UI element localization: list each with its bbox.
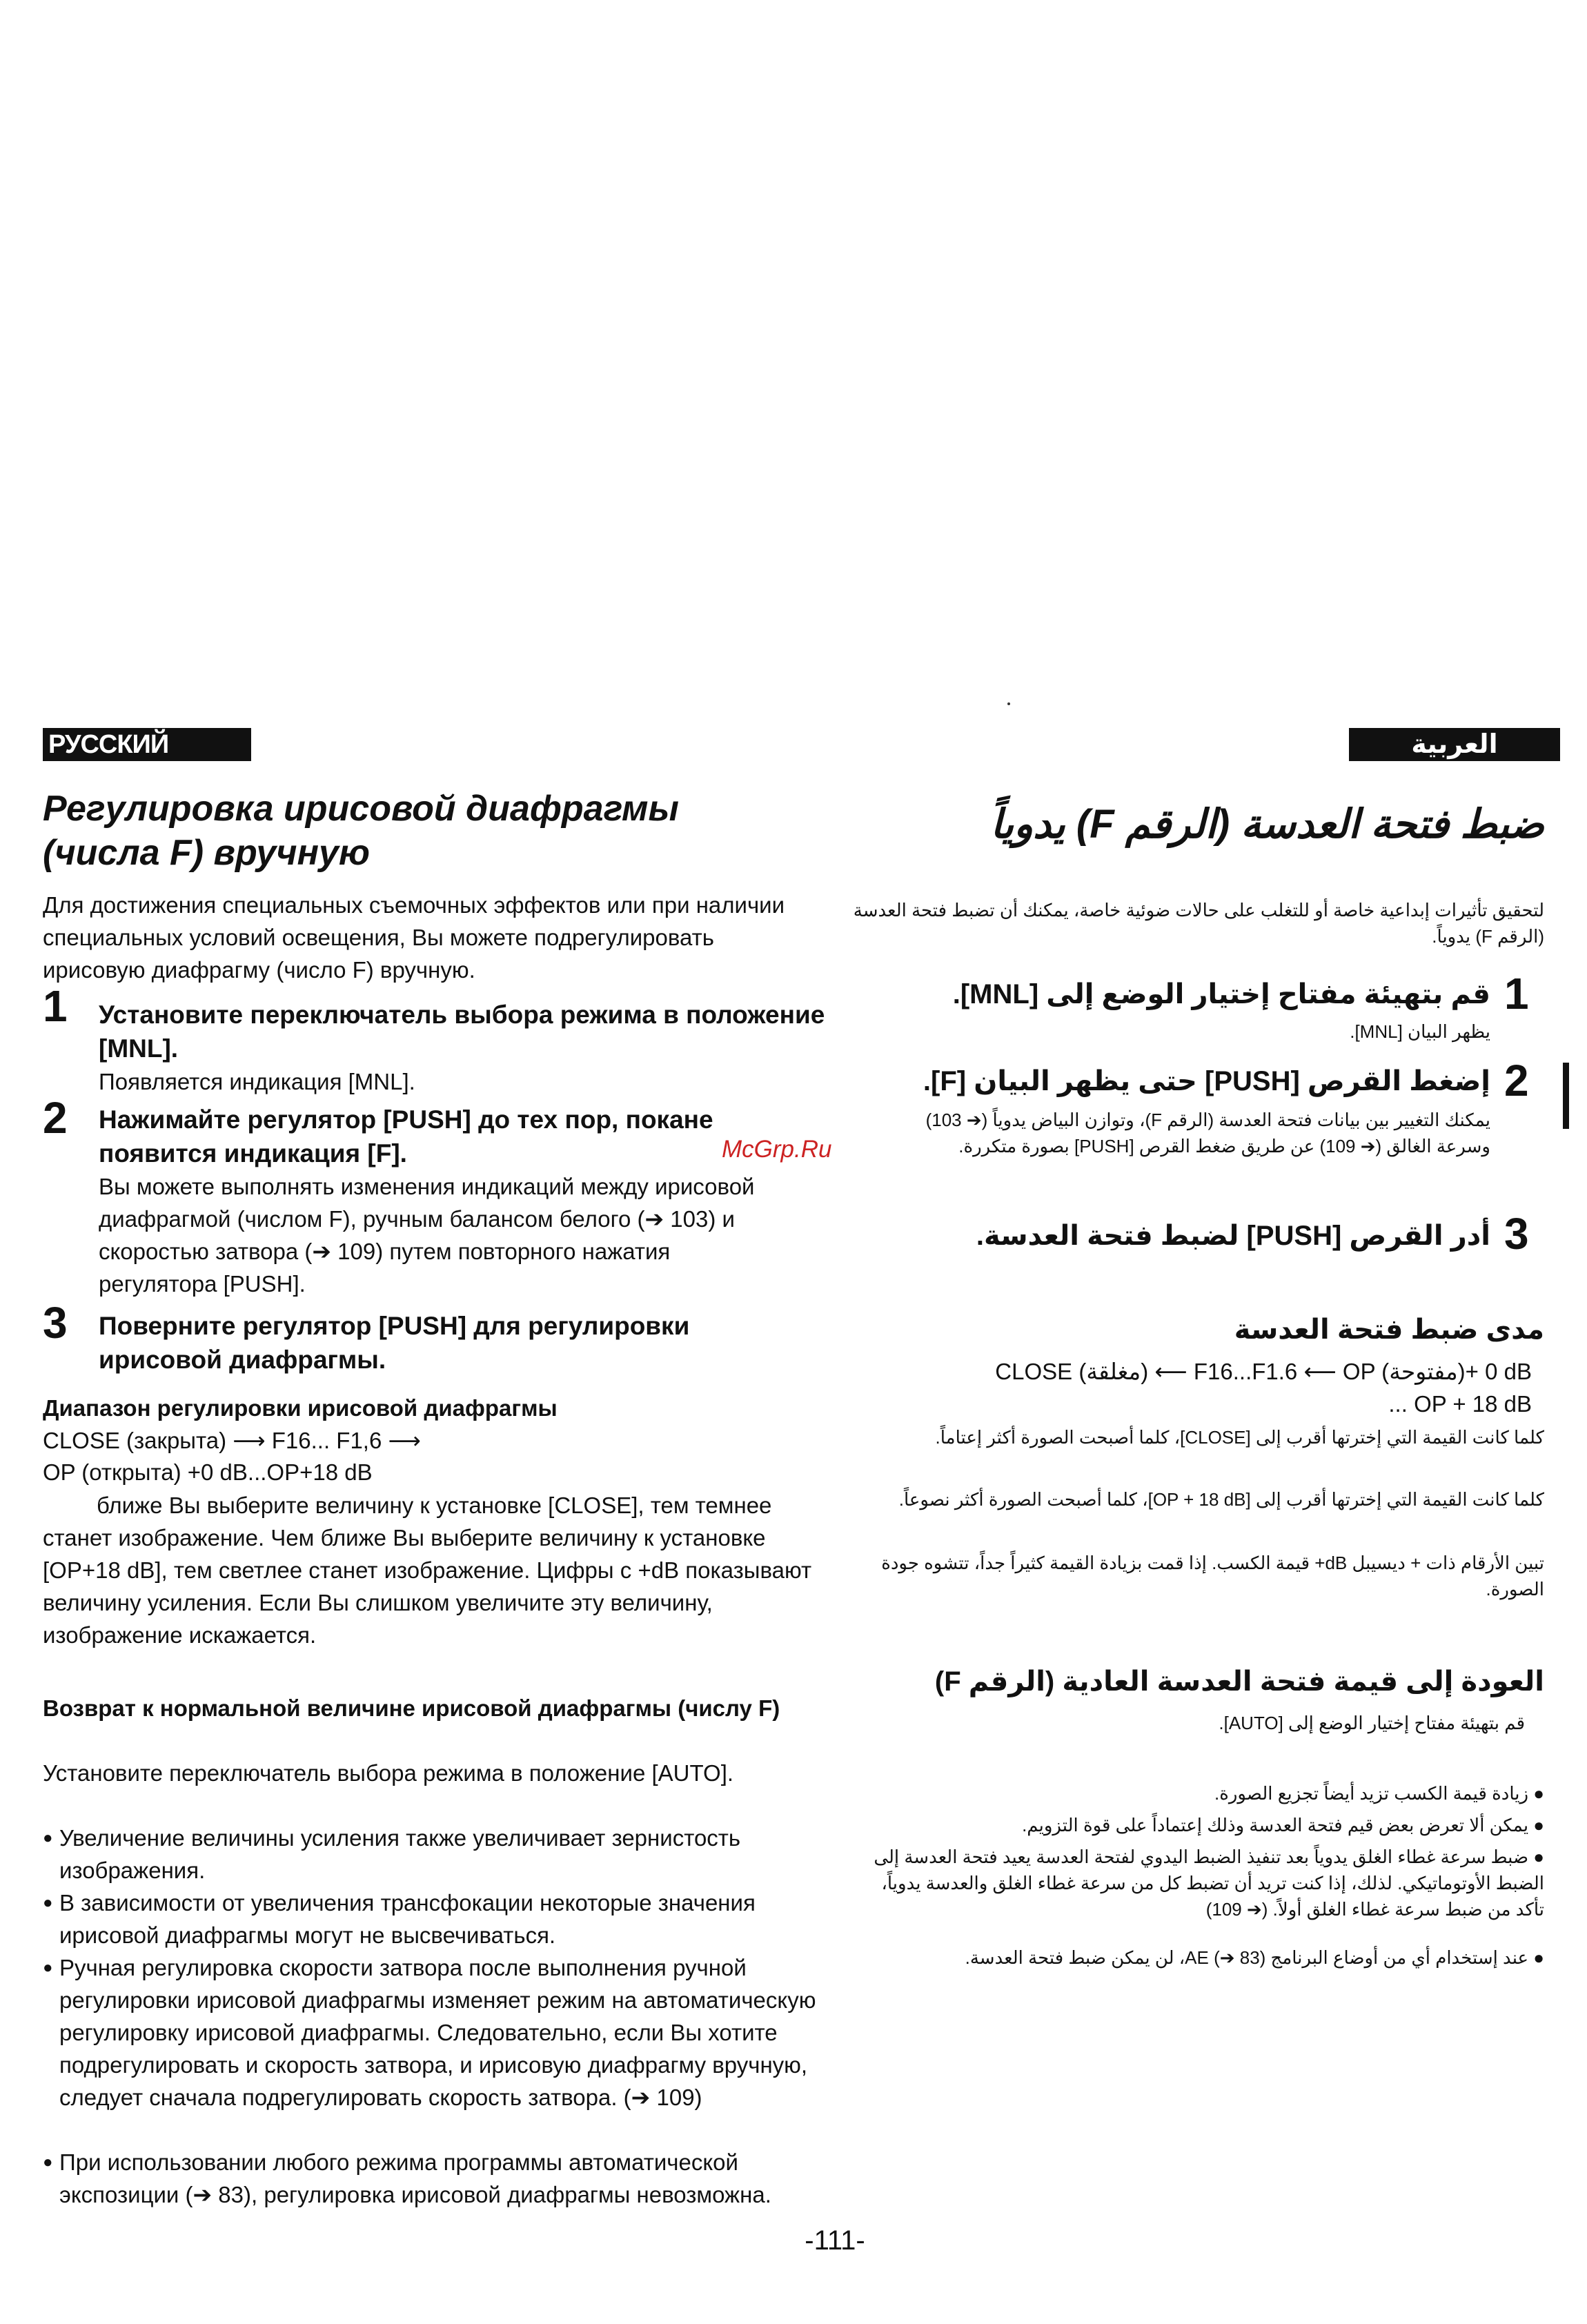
- language-badge-russian: РУССКИЙ ЯЗЫК: [43, 728, 251, 761]
- step-note-arabic: يمكنك التغيير بين بيانات فتحة العدسة (الرقم F)، وتوازن البياض يدوياً (➔ 103) وسرعة الغالق (➔ 109) عن طريق ضغط القرص [PUSH] بصورة متكررة.: [925, 1110, 1490, 1156]
- note-bullet: ● Ручная регулировка скорости затвора после выполнения ручной регулировки ирисовой диафрагмы изменяет режим на автоматическую регулировку ирисовой диафрагмы. Следовательно, если Вы хотите подрегулировать и скорость затвора, и ирисовую диафрагму вручную, следует сначала подрегулировать скорость затвора. (➔ 109): [43, 1951, 832, 2114]
- page-title-russian: [43, 787, 802, 875]
- return-text: Установите переключатель выбора режима в положение [AUTO].: [43, 1760, 734, 1786]
- title-line-1: Регулировка ирисовой диафрагмы: [43, 789, 679, 829]
- step-title-arabic: قم بتهيئة مفتاح إختيار الوضع إلى [MNL].: [952, 979, 1490, 1010]
- step-number: 1: [1504, 969, 1529, 1018]
- return-text-arabic: قم بتهيئة مفتاح إختيار الوضع إلى [AUTO].: [1219, 1713, 1525, 1733]
- step-title: Нажимайте регулятор [PUSH] до тех пор, покане появится индикация [F].: [99, 1105, 713, 1168]
- range-heading: Диапазон регулировки ирисовой диафрагмы: [43, 1395, 558, 1421]
- note-bullet: ● При использовании любого режима программы автоматической экспозиции (➔ 83), регулировка ирисовой диафрагмы невозможна.: [43, 2146, 832, 2211]
- page-title-arabic: ضبط فتحة العدسة (الرقم F) يدوياً: [990, 802, 1544, 847]
- return-heading: Возврат к нормальной величине ирисовой диафрагмы (числу F): [43, 1695, 780, 1721]
- range-line-2: OP (открыта) +0 dB...OP+18 dB: [43, 1459, 373, 1485]
- step-title-arabic: إضغط القرص [PUSH] حتى يظهر البيان [F].: [923, 1066, 1490, 1096]
- return-heading-arabic: العودة إلى قيمة فتحة العدسة العادية (الرقم F): [934, 1666, 1544, 1697]
- step-note-arabic: يظهر البيان [MNL].: [1350, 1021, 1490, 1042]
- range-note-arabic: كلما كانت القيمة التي إخترتها أقرب إلى [CLOSE]، كلما أصبحت الصورة أكثر إعتاماً.: [935, 1427, 1544, 1448]
- step-number: 2: [43, 1093, 68, 1143]
- title-line-2: (числа F) вручную: [43, 833, 370, 873]
- step-title: Установите переключатель выбора режима в положение [MNL].: [99, 1001, 825, 1063]
- range-note-arabic: تبين الأرقام ذات + ديسيبل dB+ قيمة الكسب. إذا قمت بزيادة القيمة كثيراً جداً، تتشوه جودة الصورة.: [881, 1553, 1544, 1599]
- note-bullet: ● Увеличение величины усиления также увеличивает зернистость изображения.: [43, 1822, 832, 1887]
- range-line-2-arabic: ... OP + 18 dB: [1388, 1391, 1532, 1417]
- language-badge-arabic: العربية: [1349, 728, 1560, 761]
- step-number: 1: [43, 981, 68, 1031]
- step-title-arabic: أدر القرص [PUSH] لضبط فتحة العدسة.: [976, 1221, 1490, 1251]
- page-edge-marker: [1563, 1063, 1569, 1129]
- range-description: ближе Вы выберите величину к установке [CLOSE], тем темнее станет изображение. Чем ближе Вы выберите величину к установке [OP+18 dB], тем светлее станет изображение. Цифры с +dB показывают величину усиления. Если Вы слишком увеличите эту величину, изображение искажается.: [43, 1493, 812, 1648]
- intro-paragraph-arabic: لتحقيق تأثيرات إبداعية خاصة أو للتغلب على حالات ضوئية خاصة، يمكنك أن تضبط فتحة العدسة (الرقم F) يدوياً.: [853, 900, 1544, 947]
- note-text: يمكن ألا تعرض بعض قيم فتحة العدسة وذلك إعتماداً على قوة التزويم.: [1022, 1815, 1529, 1835]
- note-bullet-arabic: ● عند إستخدام أي من أوضاع البرنامج AE (➔ 83)، لن يمكن ضبط فتحة العدسة.: [965, 1947, 1544, 1968]
- speck: [1007, 702, 1010, 705]
- step-note: Вы можете выполнять изменения индикаций между ирисовой диафрагмой (числом F), ручным балансом белого (➔ 103) и скоростью затвора (➔ 109) путем повторного нажатия регулятора [PUSH].: [99, 1174, 755, 1297]
- page-number: -111-: [805, 2225, 865, 2256]
- range-note-arabic: كلما كانت القيمة التي إخترتها أقرب إلى [OP + 18 dB]، كلما أصبحت الصورة أكثر نصوعاً.: [898, 1489, 1544, 1510]
- range-line-1-arabic: CLOSE (مغلقة) ⟵ F16...F1.6 ⟵ OP (مفتوحة)+ 0 dB: [995, 1359, 1532, 1384]
- note-text: عند إستخدام أي من أوضاع البرنامج AE (➔ 83)، لن يمكن ضبط فتحة العدسة.: [965, 1947, 1529, 1968]
- step-note: Появляется индикация [MNL].: [99, 1069, 415, 1094]
- range-heading-arabic: مدى ضبط فتحة العدسة: [1234, 1314, 1544, 1345]
- intro-paragraph: Для достижения специальных съемочных эффектов или при наличии специальных условий освещения, Вы можете подрегулировать ирисовую диафрагму (число F) вручную.: [43, 892, 785, 983]
- range-line-1: CLOSE (закрыта) ⟶ F16... F1,6 ⟶: [43, 1428, 421, 1453]
- step-title: Поверните регулятор [PUSH] для регулировки ирисовой диафрагмы.: [99, 1312, 690, 1374]
- step-number: 3: [1504, 1209, 1529, 1259]
- note-bullet: ● В зависимости от увеличения трансфокации некоторые значения ирисовой диафрагмы могут не высвечиваться.: [43, 1887, 832, 1951]
- note-bullet-arabic: ● يمكن ألا تعرض بعض قيم فتحة العدسة وذلك إعتماداً على قوة التزويم.: [1022, 1815, 1544, 1835]
- step-number: 3: [43, 1298, 68, 1348]
- note-text: زيادة قيمة الكسب تزيد أيضاً تجزيع الصورة.: [1214, 1783, 1529, 1804]
- watermark: McGrp.Ru: [722, 1136, 832, 1163]
- note-bullet-arabic: ● ضبط سرعة غطاء الغلق يدوياً بعد تنفيذ الضبط اليدوي لفتحة العدسة يعيد فتحة العدسة إلى الضبط الأوتوماتيكي. لذلك، إذا كنت تريد أن تضبط كل من سرعة غطاء الغلق والعدسة يدوياً، تأكد من ضبط سرعة غطاء الغلق أولاً. (➔ 109): [874, 1847, 1544, 1920]
- step-number: 2: [1504, 1056, 1529, 1105]
- note-bullet-arabic: ● زيادة قيمة الكسب تزيد أيضاً تجزيع الصورة.: [1214, 1783, 1544, 1804]
- note-text: ضبط سرعة غطاء الغلق يدوياً بعد تنفيذ الضبط اليدوي لفتحة العدسة يعيد فتحة العدسة إلى الضبط الأوتوماتيكي. لذلك، إذا كنت تريد أن تضبط كل من سرعة غطاء الغلق والعدسة يدوياً، تأكد من ضبط سرعة غطاء الغلق أولاً. (➔ 109): [874, 1847, 1544, 1920]
